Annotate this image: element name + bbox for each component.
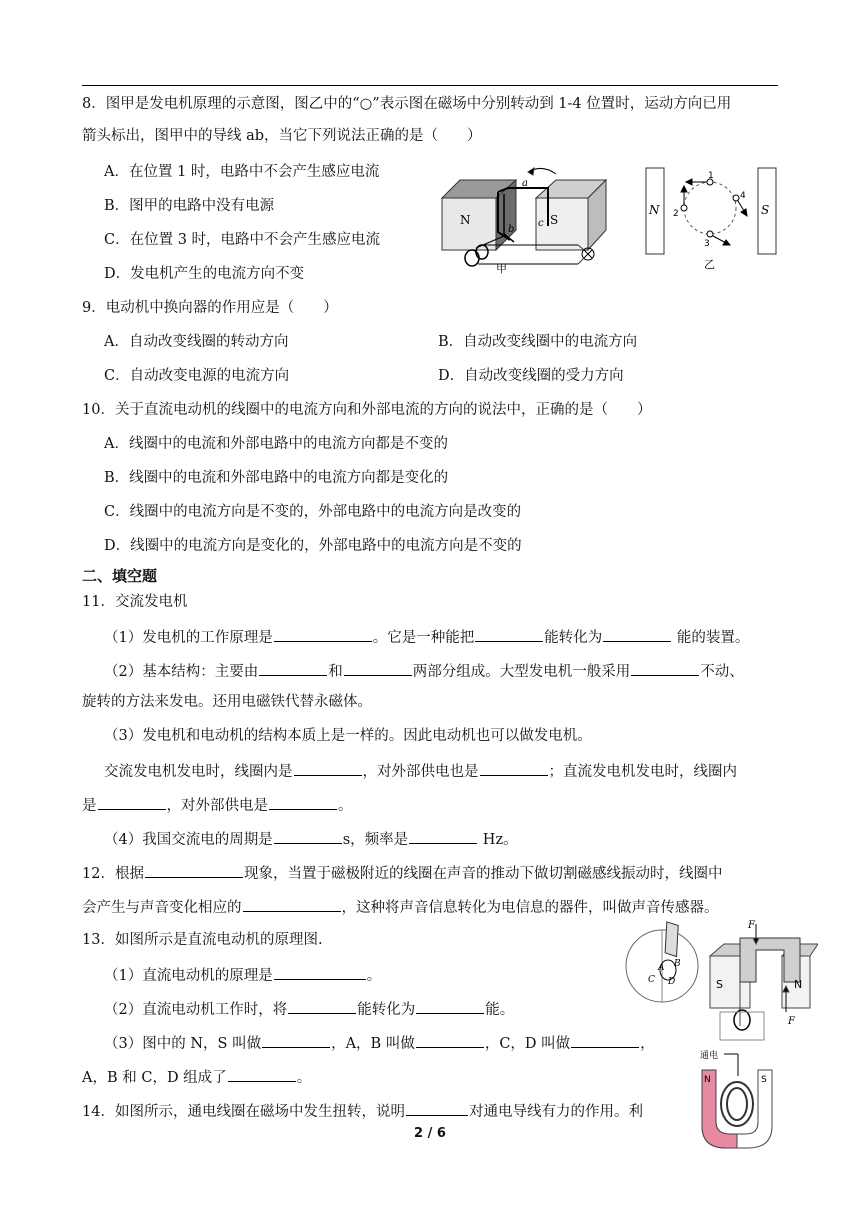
text: ，A，B 叫做 xyxy=(331,1036,415,1052)
label-s: S xyxy=(761,1075,767,1085)
text: 会产生与声音变化相应的 xyxy=(82,900,242,916)
q11-part2 xyxy=(104,660,744,682)
q10-option-a: A．线圈中的电流和外部电路中的电流方向都是不变的 xyxy=(104,436,448,452)
q13-part2 xyxy=(104,998,514,1020)
label-b: B xyxy=(674,959,681,969)
answer-blank[interactable] xyxy=(262,1032,330,1048)
text: ，C，D 叫做 xyxy=(484,1036,571,1052)
text: Hz。 xyxy=(478,832,518,848)
q8-stem-line2: 箭头标出，图甲中的导线 ab，当它下列说法正确的是（ ） xyxy=(82,128,482,144)
text: 。 xyxy=(338,798,353,814)
text: 不动、 xyxy=(700,664,744,680)
q9-option-d: D．自动改变线圈的受力方向 xyxy=(438,368,624,384)
text: （3）图中的 N，S 叫做 xyxy=(104,1036,262,1052)
slip-ring xyxy=(465,250,479,266)
text: 12．根据 xyxy=(82,866,144,882)
header-rule xyxy=(82,85,778,86)
q9-stem: 9．电动机中换向器的作用应是（ ） xyxy=(82,300,338,316)
text: ；直流发电机发电时，线圈内 xyxy=(548,764,737,780)
label-f-top: F xyxy=(748,920,755,931)
label-c: c xyxy=(538,218,544,229)
label-n: N xyxy=(649,203,660,217)
position-2-marker xyxy=(681,205,687,211)
label-s: S xyxy=(550,213,559,227)
q9-option-b: B．自动改变线圈中的电流方向 xyxy=(438,334,638,350)
label-n: N xyxy=(460,213,471,227)
answer-blank[interactable] xyxy=(274,626,372,642)
label-tongdian: 通电 xyxy=(700,1051,719,1061)
text: 两部分组成。大型发电机一般采用 xyxy=(412,664,631,680)
label-n: N xyxy=(794,978,803,991)
label-n: N xyxy=(704,1075,711,1085)
q11-part3-line2 xyxy=(104,760,737,782)
label-b: b xyxy=(508,224,515,235)
text: ， xyxy=(640,1036,655,1052)
answer-blank[interactable] xyxy=(409,828,477,844)
text: 能转化为 xyxy=(357,1002,416,1018)
positions-figure-yi xyxy=(640,164,780,274)
q13-title: 13．如图所示是直流电动机的原理图. xyxy=(82,932,323,948)
coil xyxy=(740,938,800,982)
text: 。 xyxy=(366,968,382,984)
commutator xyxy=(734,1010,750,1030)
q8-option-c: C．在位置 3 时，电路中不会产生感应电流 xyxy=(104,232,381,248)
answer-blank[interactable] xyxy=(344,660,412,676)
text: ，对外部供电也是 xyxy=(362,764,479,780)
label-s: S xyxy=(716,978,723,991)
answer-blank[interactable] xyxy=(243,896,341,912)
answer-blank[interactable] xyxy=(603,626,671,642)
answer-blank[interactable] xyxy=(475,626,543,642)
text: （4）我国交流电的周期是 xyxy=(104,832,273,848)
text: （1）发电机的工作原理是 xyxy=(104,630,273,646)
q8-option-a: A．在位置 1 时，电路中不会产生感应电流 xyxy=(104,164,380,180)
q12-line1 xyxy=(82,862,722,884)
text: 能。 xyxy=(485,1002,515,1018)
text: s，频率是 xyxy=(342,832,409,848)
text: ，对外部供电是 xyxy=(166,798,268,814)
text: （2）基本结构：主要由 xyxy=(104,664,259,680)
text: A，B 和 C，D 组成了 xyxy=(82,1070,227,1086)
q12-line2 xyxy=(82,896,719,918)
generator-figure-jia xyxy=(438,162,618,274)
text: 。 xyxy=(296,1070,312,1086)
label-f-bottom: F xyxy=(788,1016,795,1027)
answer-blank[interactable] xyxy=(145,862,243,878)
answer-blank[interactable] xyxy=(259,660,327,676)
answer-blank[interactable] xyxy=(631,660,699,676)
q8-stem-line1: 8．图甲是发电机原理的示意图，图乙中的“○”表示图在磁场中分别转动到 1-4 位置时，运动方向已用 xyxy=(82,96,732,112)
dc-motor-figure xyxy=(624,916,818,1044)
q13-part4 xyxy=(82,1066,311,1088)
label-a: A xyxy=(658,963,665,973)
q8-option-d: D．发电机产生的电流方向不变 xyxy=(104,266,305,282)
text: （1）直流电动机的原理是 xyxy=(104,968,273,984)
q11-part4 xyxy=(104,828,518,850)
text: ，这种将声音信息转化为电信息的器件，叫做声音传感器。 xyxy=(341,900,719,916)
q10-option-c: C．线圈中的电流方向是不变的，外部电路中的电流方向是改变的 xyxy=(104,504,522,520)
label-d: D xyxy=(668,977,676,987)
q8-option-b: B．图甲的电路中没有电源 xyxy=(104,198,275,214)
position-4-marker xyxy=(733,195,739,201)
caption-yi: 乙 xyxy=(704,258,715,271)
q9-option-a: A．自动改变线圈的转动方向 xyxy=(104,334,289,350)
text: 14．如图所示，通电线圈在磁场中发生扭转，说明 xyxy=(82,1104,405,1120)
caption-jia: 甲 xyxy=(496,262,507,274)
answer-blank[interactable] xyxy=(406,1100,468,1116)
answer-blank[interactable] xyxy=(480,760,548,776)
q11-part3: （3）发电机和电动机的结构本质上是一样的。因此电动机也可以做发电机。 xyxy=(104,728,592,744)
text: 能转化为 xyxy=(544,630,603,646)
q11-part3-line3 xyxy=(82,794,353,816)
text: 能的装置。 xyxy=(672,630,750,646)
label-a: a xyxy=(522,178,528,189)
answer-blank[interactable] xyxy=(269,794,337,810)
answer-blank[interactable] xyxy=(416,998,484,1014)
label-2: 2 xyxy=(673,209,679,219)
q10-option-b: B．线圈中的电流和外部电路中的电流方向都是变化的 xyxy=(104,470,449,486)
answer-blank[interactable] xyxy=(228,1066,296,1082)
position-3-marker xyxy=(707,231,713,237)
page-number: 2 / 6 xyxy=(414,1126,446,1141)
text: 交流发电机发电时，线圈内是 xyxy=(104,764,293,780)
s-magnet-front xyxy=(536,198,588,250)
q10-option-d: D．线圈中的电流方向是变化的，外部电路中的电流方向是不变的 xyxy=(104,538,522,554)
answer-blank[interactable] xyxy=(416,1032,484,1048)
answer-blank[interactable] xyxy=(288,998,356,1014)
text: 和 xyxy=(328,664,343,680)
answer-blank[interactable] xyxy=(274,964,366,980)
q9-option-c: C．自动改变电源的电流方向 xyxy=(104,368,290,384)
text: 是 xyxy=(82,798,97,814)
answer-blank[interactable] xyxy=(98,794,166,810)
q11-title: 11．交流发电机 xyxy=(82,594,188,610)
q10-stem: 10．关于直流电动机的线圈中的电流方向和外部电流的方向的说法中，正确的是（ ） xyxy=(82,402,652,418)
label-1: 1 xyxy=(708,171,714,181)
text: 现象，当置于磁极附近的线圈在声音的推动下做切割磁感线振动时，线圈中 xyxy=(243,866,723,882)
text: 。它是一种能把 xyxy=(372,630,475,646)
q14-line1 xyxy=(82,1100,643,1122)
q11-part1 xyxy=(104,626,749,648)
answer-blank[interactable] xyxy=(294,760,362,776)
rotation-path xyxy=(684,182,736,234)
label-c: C xyxy=(648,975,655,985)
brush-block xyxy=(720,1012,764,1040)
label-4: 4 xyxy=(740,191,746,201)
q11-part2-cont: 旋转的方法来发电。还用电磁铁代替永磁体。 xyxy=(82,694,372,710)
q13-part1 xyxy=(104,964,381,986)
answer-blank[interactable] xyxy=(274,828,342,844)
label-s: S xyxy=(761,203,770,217)
text: 对通电导线有力的作用。利 xyxy=(468,1104,643,1120)
section-title: 二、填空题 xyxy=(82,567,158,585)
q13-part3 xyxy=(104,1032,655,1054)
label-3: 3 xyxy=(704,239,710,249)
text: （2）直流电动机工作时，将 xyxy=(104,1002,288,1018)
